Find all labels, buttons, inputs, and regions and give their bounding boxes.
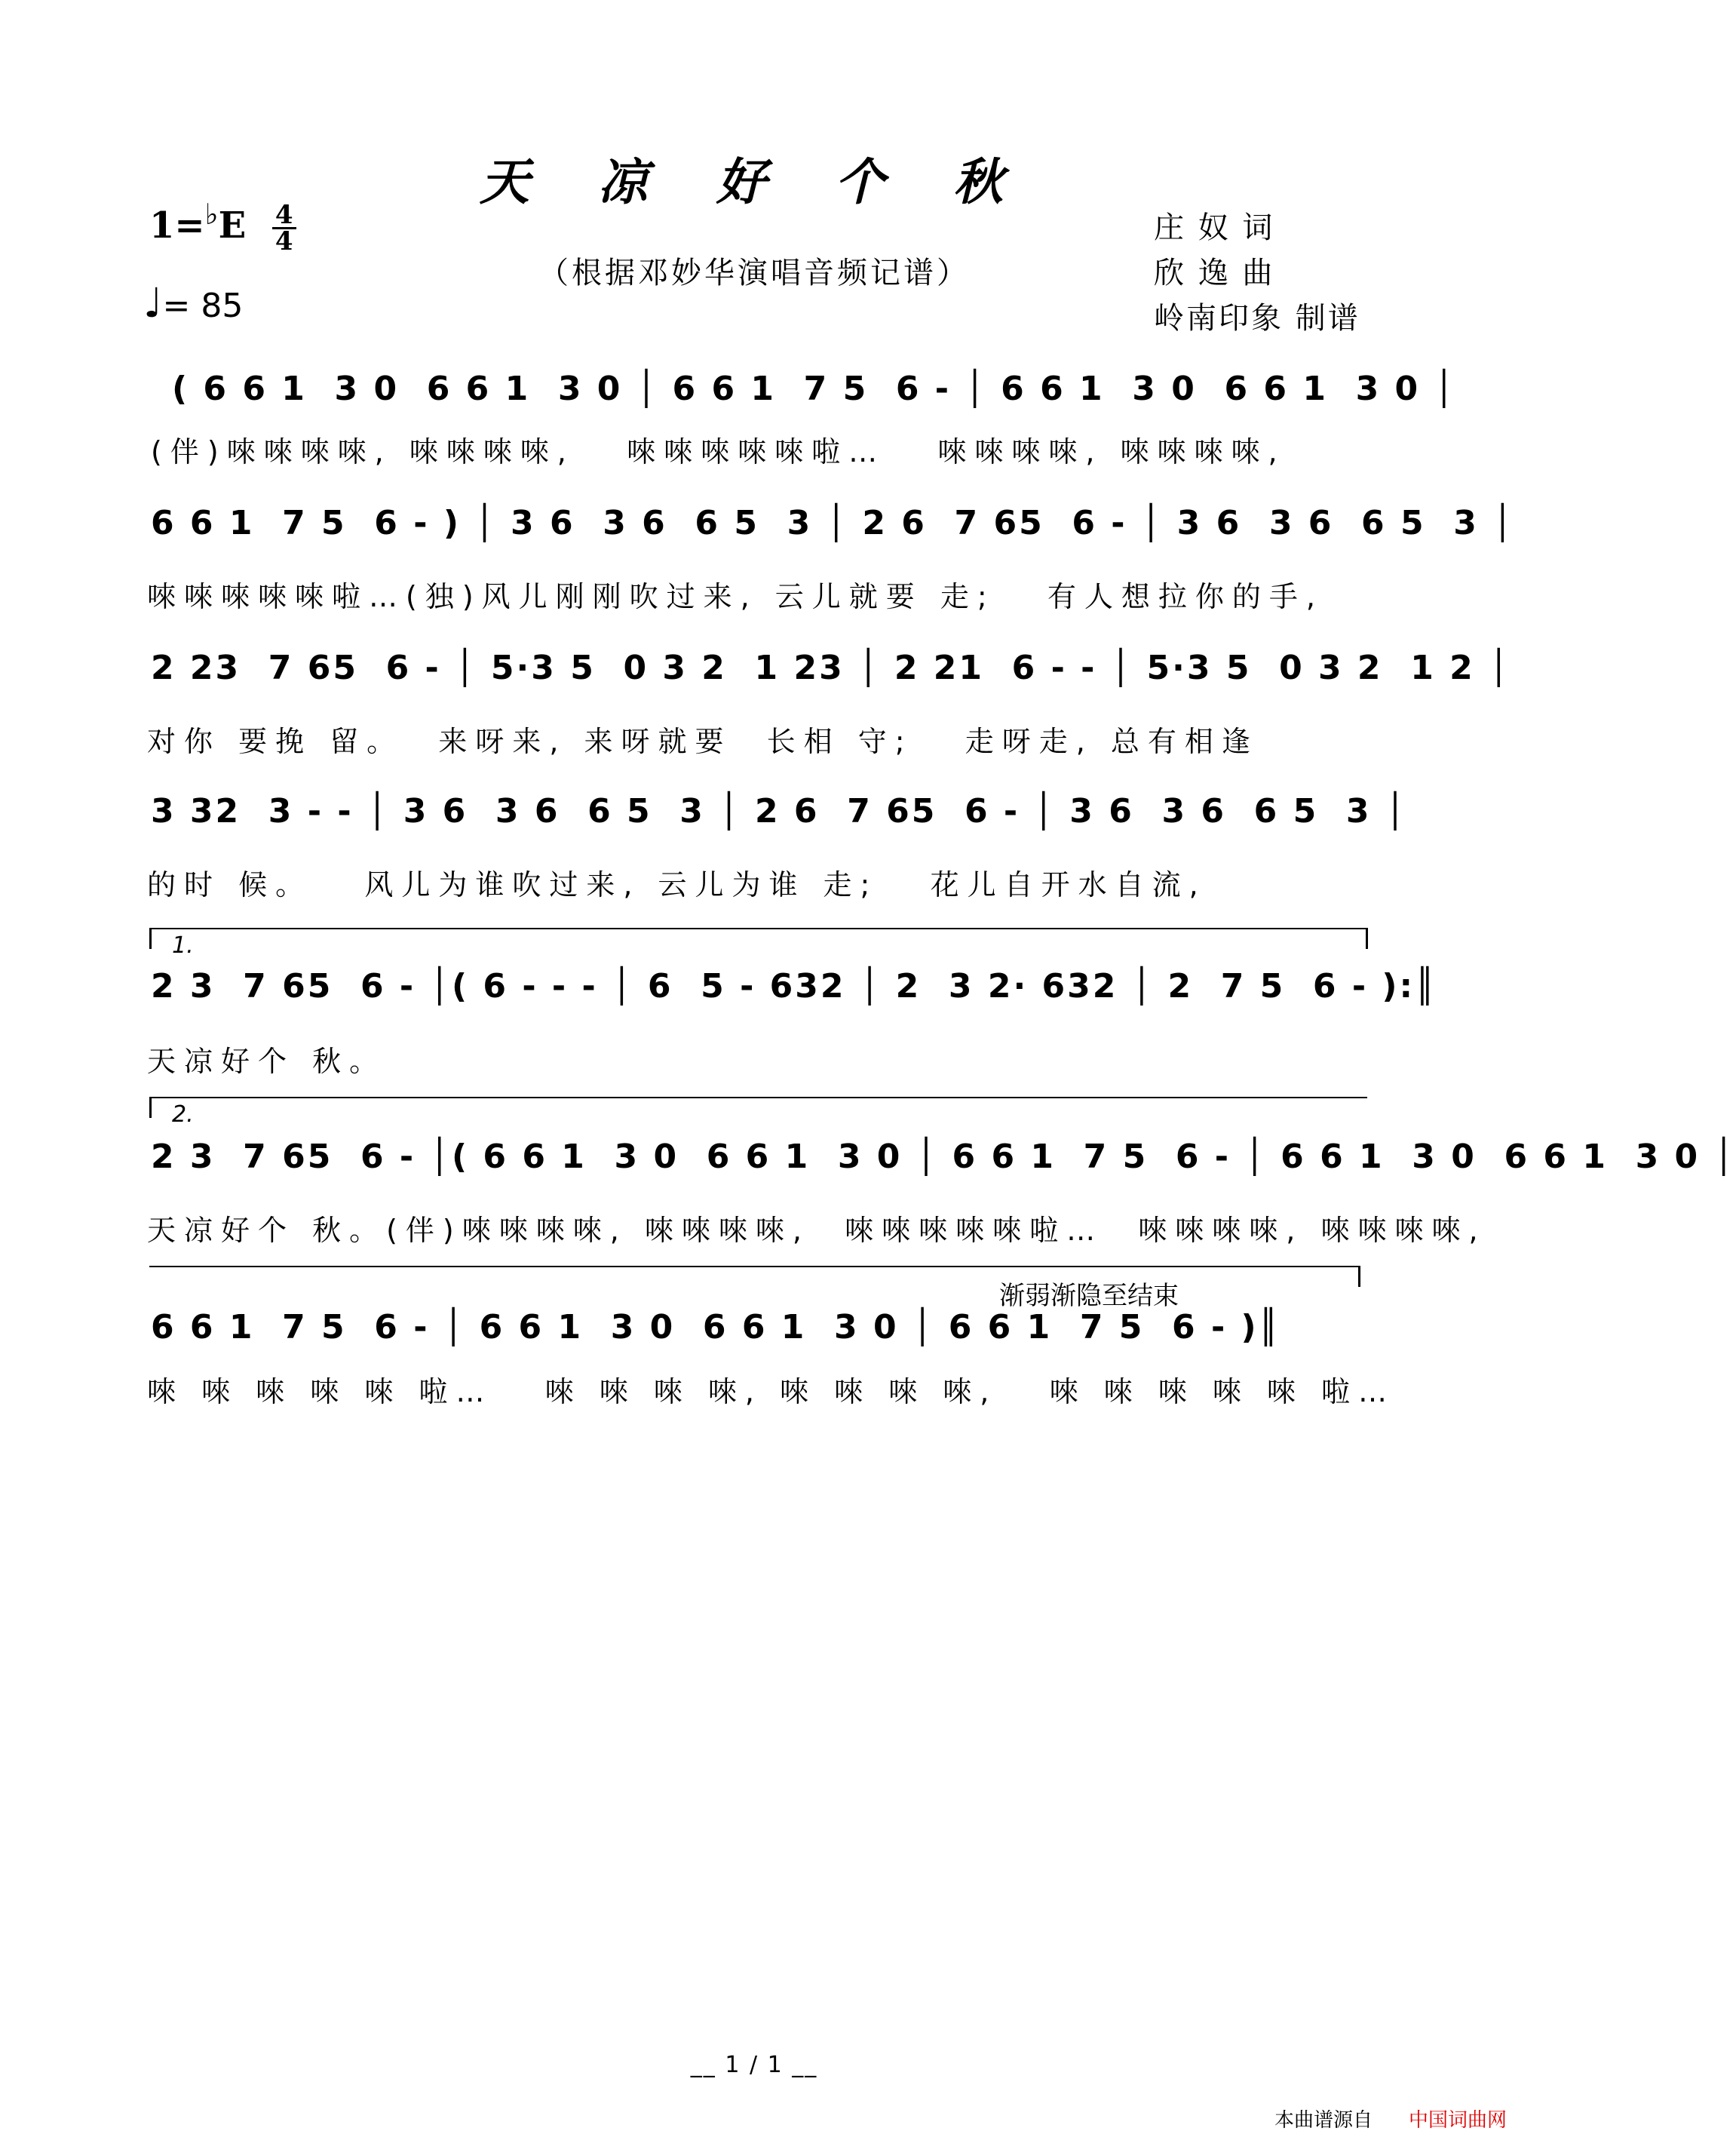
lyrics-line-6: 天凉好个 秋。(伴)唻唻唻唻, 唻唻唻唻, 唻唻唻唻唻啦… 唻唻唻唻, 唻唻唻唻, — [147, 1214, 1486, 1247]
lyrics-line-1: (伴)唻唻唻唻, 唻唻唻唻, 唻唻唻唻唻啦… 唻唻唻唻, 唻唻唻唻, — [151, 435, 1286, 468]
lyricist-credit: 庄 奴 词 — [1154, 210, 1275, 245]
composer-credit: 欣 逸 曲 — [1154, 256, 1275, 290]
score-title: 天 凉 好 个 秋 — [480, 152, 1029, 211]
flat-icon: ♭ — [204, 198, 219, 231]
time-signature-top: 4 — [272, 203, 296, 229]
ending-bracket — [149, 1266, 1360, 1267]
notation-line-4: 3 32 3 - - │ 3 6 3 6 6 5 3 │ 2 6 7 65 6 - │ 3 6 3 6 6 5 3 │ — [151, 792, 1408, 831]
tempo-marking — [143, 279, 243, 327]
key-letter: E — [218, 204, 247, 247]
lyrics-line-3: 对你 要挽 留。 来呀来, 来呀就要 长相 守; 走呀走, 总有相逢 — [147, 725, 1259, 758]
lyrics-line-5: 天凉好个 秋。 — [147, 1045, 387, 1078]
key-signature — [149, 198, 296, 256]
notation-line-2: 6 6 1 7 5 6 - ) │ 3 6 3 6 6 5 3 │ 2 6 7 65 6 - │ 3 6 3 6 6 5 3 │ — [151, 504, 1515, 542]
lyrics-line-7: 唻 唻 唻 唻 唻 啦… 唻 唻 唻 唻, 唻 唻 唻 唻, 唻 唻 唻 唻 唻 啦… — [147, 1375, 1395, 1408]
source-brand-link[interactable]: 中国词曲网 — [1409, 2109, 1507, 2132]
notation-line-7: 6 6 1 7 5 6 - │ 6 6 1 3 0 6 6 1 3 0 │ 6 6 1 7 5 6 - )║ — [151, 1308, 1281, 1346]
arranger-credit: 岭南印象 制谱 — [1154, 301, 1360, 336]
fade-out-annotation: 渐弱渐隐至结束 — [999, 1281, 1179, 1311]
volta-1-number: 1. — [172, 932, 194, 959]
volta-1-bracket — [149, 928, 1367, 929]
volta-2-bracket — [149, 1097, 1367, 1098]
quarter-note-icon: ♩ — [143, 279, 163, 327]
notation-line-5: 2 3 7 65 6 - │( 6 - - - │ 6 5 - 632 │ 2 3 2· 632 │ 2 7 5 6 - ):║ — [151, 967, 1437, 1006]
volta-2-bracket-start — [149, 1097, 152, 1118]
volta-1-bracket-end — [1366, 928, 1368, 949]
page-number: __ 1 / 1 __ — [690, 2052, 818, 2078]
source-label: 本曲谱源自 — [1274, 2109, 1373, 2132]
lyrics-line-4: 的时 候。 风儿为谁吹过来, 云儿为谁 走; 花儿自开水自流, — [147, 868, 1207, 901]
notation-line-3: 2 23 7 65 6 - │ 5·3 5 0 3 2 1 23 │ 2 21 6 - - │ 5·3 5 0 3 2 1 2 │ — [151, 649, 1511, 687]
key-prefix: 1= — [149, 204, 205, 247]
notation-line-6: 2 3 7 65 6 - │( 6 6 1 3 0 6 6 1 3 0 │ 6 6 1 7 5 6 - │ 6 6 1 3 0 6 6 1 3 0 │ — [151, 1138, 1736, 1176]
ending-bracket-end — [1358, 1266, 1360, 1287]
notation-line-1: ( 6 6 1 3 0 6 6 1 3 0 │ 6 6 1 7 5 6 - │ 6 6 1 3 0 6 6 1 3 0 │ — [172, 370, 1456, 408]
volta-1-bracket-start — [149, 928, 152, 949]
time-signature-bottom: 4 — [275, 226, 293, 256]
time-signature — [272, 200, 296, 256]
lyrics-line-2: 唻唻唻唻唻啦…(独)风儿刚刚吹过来, 云儿就要 走; 有人想拉你的手, — [147, 580, 1324, 613]
tempo-value: = 85 — [162, 287, 244, 325]
volta-2-number: 2. — [172, 1101, 194, 1128]
score-subtitle: （根据邓妙华演唱音频记谱） — [538, 256, 970, 290]
